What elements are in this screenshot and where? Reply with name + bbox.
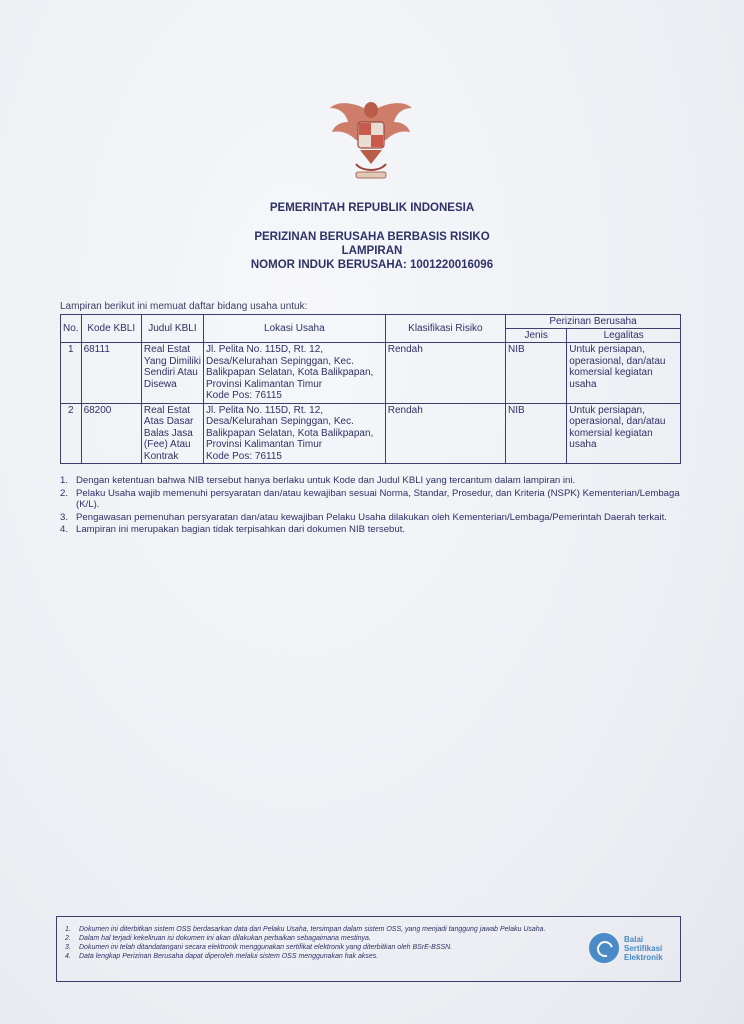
cell-judul-kbli-line: (Fee) Atau (143, 439, 191, 450)
cell-legalitas-line: operasional, dan/atau (569, 355, 666, 367)
cell-legalitas-line: komersial kegiatan (569, 367, 653, 378)
cell-legalitas (567, 403, 681, 464)
note-text: Pelaku Usaha wajib memenuhi persyaratan dan/atau kewajiban sesuai Norma, Standar, Prosedur, dan Kriteria (NSPK) Kementerian/Lembaga (K/L). (76, 487, 680, 510)
cell-lokasi-usaha-line: Balikpapan Selatan, Kota Balikpapan, (205, 427, 374, 439)
cell-lokasi-usaha-line: Jl. Pelita No. 115D, Rt. 12, (205, 344, 324, 355)
bsre-logo-icon (589, 933, 619, 963)
cell-klasifikasi-risiko: Rendah (385, 343, 505, 404)
cell-judul-kbli-line: Disewa (143, 378, 177, 390)
footer-notes (65, 925, 585, 961)
cell-jenis: NIB (506, 403, 567, 464)
cell-judul-kbli-line: Balas Jasa (143, 427, 193, 439)
th-no: No. (61, 315, 82, 343)
footer-note-item (65, 934, 585, 943)
footer-box (56, 916, 681, 982)
cell-lokasi-usaha-line: Balikpapan Selatan, Kota Balikpapan, (205, 367, 374, 378)
note-number: 2. (60, 487, 69, 499)
cell-lokasi-usaha-line: Kode Pos: 76115 (205, 390, 282, 401)
cell-legalitas-line: operasional, dan/atau (569, 416, 666, 427)
header-nib-number: NOMOR INDUK BERUSAHA: 1001220016096 (250, 259, 494, 271)
th-legalitas: Legalitas (567, 329, 681, 343)
note-text: Lampiran ini merupakan bagian tidak terpisahkan dari dokumen NIB tersebut. (76, 524, 406, 535)
bsre-line3: Elektronik (624, 952, 663, 962)
note-item (60, 524, 682, 536)
cell-judul-kbli (141, 403, 203, 464)
footer-note-text: Dokumen ini diterbitkan sistem OSS berdasarkan data dari Pelaku Usaha, tersimpan dalam sistem OSS, yang menjadi tanggung jawab Pelaku Usaha. (79, 926, 546, 933)
header-perizinan: PERIZINAN BERUSAHA BERBASIS RISIKO (254, 231, 490, 243)
cell-legalitas-line: komersial kegiatan (569, 427, 653, 439)
th-klasifikasi-risiko: Klasifikasi Risiko (385, 315, 505, 343)
footer-note-number: 1. (65, 926, 71, 933)
kbli-table (60, 314, 681, 464)
note-number: 3. (60, 511, 69, 523)
th-judul-kbli: Judul KBLI (141, 315, 203, 343)
cell-klasifikasi-risiko: Rendah (385, 403, 505, 464)
bsre-line2: Sertifikasi (624, 943, 663, 953)
table-row (61, 403, 681, 464)
cell-lokasi-usaha-line: Provinsi Kalimantan Timur (205, 378, 323, 390)
cell-judul-kbli (141, 343, 203, 404)
cell-kode-kbli: 68111 (81, 343, 141, 404)
th-perizinan-berusaha: Perizinan Berusaha (506, 315, 681, 329)
th-jenis: Jenis (506, 329, 567, 343)
header-government: PEMERINTAH REPUBLIK INDONESIA (269, 202, 475, 214)
note-item (60, 488, 682, 511)
cell-legalitas-line: usaha (569, 439, 597, 450)
note-number: 4. (60, 524, 69, 535)
notes-list (60, 475, 682, 537)
table-row (61, 343, 681, 404)
footer-note-item (65, 943, 585, 952)
cell-lokasi-usaha-line: Provinsi Kalimantan Timur (205, 439, 323, 450)
bsre-line1: Balai (624, 934, 644, 944)
bsre-logo (589, 933, 663, 963)
note-number: 1. (60, 475, 69, 486)
footer-note-number: 3. (65, 944, 71, 951)
footer-note-text: Dalam hal terjadi kekeliruan isi dokumen ini akan dilakukan perbaikan sebagaimana mestinya. (79, 935, 371, 942)
cell-legalitas-line: Untuk persiapan, (569, 404, 645, 416)
cell-judul-kbli-line: Yang Dimiliki (143, 355, 201, 367)
header-lampiran: LAMPIRAN (341, 245, 403, 257)
cell-judul-kbli-line: Kontrak (143, 450, 179, 462)
cell-no: 1 (61, 343, 82, 404)
cell-lokasi-usaha-line: Jl. Pelita No. 115D, Rt. 12, (205, 404, 324, 416)
cell-judul-kbli-line: Sendiri Atau (143, 367, 198, 378)
th-kode-kbli: Kode KBLI (81, 315, 141, 343)
cell-judul-kbli-line: Real Estat (143, 404, 191, 416)
note-text: Dengan ketentuan bahwa NIB tersebut hanya berlaku untuk Kode dan Judul KBLI yang tercantum dalam lampiran ini. (76, 475, 576, 486)
footer-note-text: Data lengkap Perizinan Berusaha dapat diperoleh melalui sistem OSS menggunakan hak akses. (79, 953, 379, 960)
cell-legalitas-line: usaha (569, 378, 597, 390)
cell-kode-kbli: 68200 (81, 403, 141, 464)
garuda-emblem-icon (326, 92, 416, 188)
footer-note-text: Dokumen ini telah ditandatangani secara elektronik menggunakan sertifikat elektronik yang diterbitkan oleh BSrE-BSSN. (79, 944, 453, 951)
cell-legalitas (567, 343, 681, 404)
footer-note-number: 4. (65, 953, 71, 960)
note-text: Pengawasan pemenuhan persyaratan dan/atau kewajiban Pelaku Usaha dilakukan oleh Kementerian/Lembaga/Pemerintah Daerah terkait. (76, 511, 667, 523)
footer-note-item (65, 952, 585, 961)
cell-lokasi-usaha-line: Desa/Kelurahan Sepinggan, Kec. (205, 355, 354, 367)
cell-jenis: NIB (506, 343, 567, 404)
footer-note-number: 2. (65, 935, 71, 942)
footer-note-item (65, 925, 585, 934)
cell-lokasi-usaha (203, 343, 385, 404)
cell-judul-kbli-line: Atas Dasar (143, 416, 194, 427)
intro-text: Lampiran berikut ini memuat daftar bidang usaha untuk: (60, 301, 308, 312)
cell-legalitas-line: Untuk persiapan, (569, 344, 645, 355)
cell-no: 2 (61, 403, 82, 464)
note-item (60, 512, 682, 524)
cell-lokasi-usaha-line: Desa/Kelurahan Sepinggan, Kec. (205, 416, 354, 427)
cell-judul-kbli-line: Real Estat (143, 344, 191, 355)
note-item (60, 475, 682, 487)
cell-lokasi-usaha (203, 403, 385, 464)
cell-lokasi-usaha-line: Kode Pos: 76115 (205, 450, 282, 462)
th-lokasi-usaha: Lokasi Usaha (203, 315, 385, 343)
